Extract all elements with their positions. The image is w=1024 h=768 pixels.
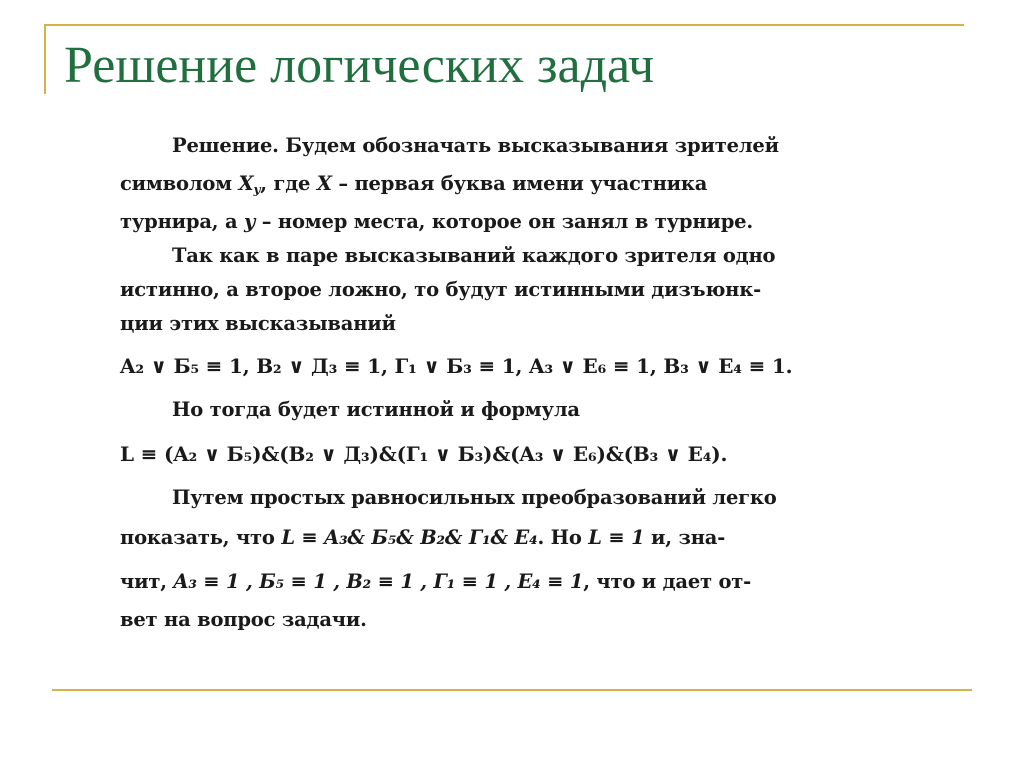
formula-answer: A₃ ≡ 1 , Б₅ ≡ 1 , B₂ ≡ 1 , Г₁ ≡ 1 , E₄ ≡ 1 <box>173 570 584 593</box>
text-line: истинно, а второе ложно, то будут истинными дизъюнк- <box>120 278 762 301</box>
slide-title: Решение логических задач <box>64 37 655 94</box>
symbol-x: X <box>316 172 332 195</box>
formula-l-simplified: L ≡ A₃& Б₅& B₂& Г₁& E₄ <box>281 526 538 549</box>
text-line: Но тогда будет истинной и формула <box>172 398 580 421</box>
symbol-x-y: $X_y$ <box>238 172 261 197</box>
text-line: чит, A₃ ≡ 1 , Б₅ ≡ 1 , B₂ ≡ 1 , Г₁ ≡ 1 , E₄ ≡ 1, что и дает от- <box>120 570 752 593</box>
text-line: Путем простых равносильных преобразований легко <box>172 486 777 509</box>
slide-top-rule <box>44 24 964 26</box>
text-line: ции этих высказываний <box>120 312 396 335</box>
formula-disjunctions: A₂ ∨ Б₅ ≡ 1, B₂ ∨ Д₃ ≡ 1, Г₁ ∨ Б₃ ≡ 1, A₃ ∨ E₆ ≡ 1, B₃ ∨ E₄ ≡ 1. <box>120 354 793 378</box>
text-line: Решение. Будем обозначать высказывания зрителей <box>172 134 779 157</box>
text-line: Так как в паре высказываний каждого зрителя одно <box>172 244 776 267</box>
text-line: показать, что L ≡ A₃& Б₅& B₂& Г₁& E₄. Но L ≡ 1 и, зна- <box>120 526 726 549</box>
slide-left-rule <box>44 24 46 94</box>
text-line: турнира, а y – номер места, которое он занял в турнире. <box>120 210 753 233</box>
text-line: символом $X_y$, где X – первая буква имени участника <box>120 172 708 197</box>
slide-bottom-rule <box>52 689 972 691</box>
symbol-y: y <box>244 210 256 233</box>
text-line: вет на вопрос задачи. <box>120 608 367 631</box>
formula-l: L ≡ (A₂ ∨ Б₅)&(B₂ ∨ Д₃)&(Г₁ ∨ Б₃)&(A₃ ∨ E₆)&(B₃ ∨ E₄). <box>120 442 728 466</box>
solution-heading: Решение. <box>172 134 279 157</box>
formula-l-equals: L ≡ 1 <box>588 526 645 549</box>
